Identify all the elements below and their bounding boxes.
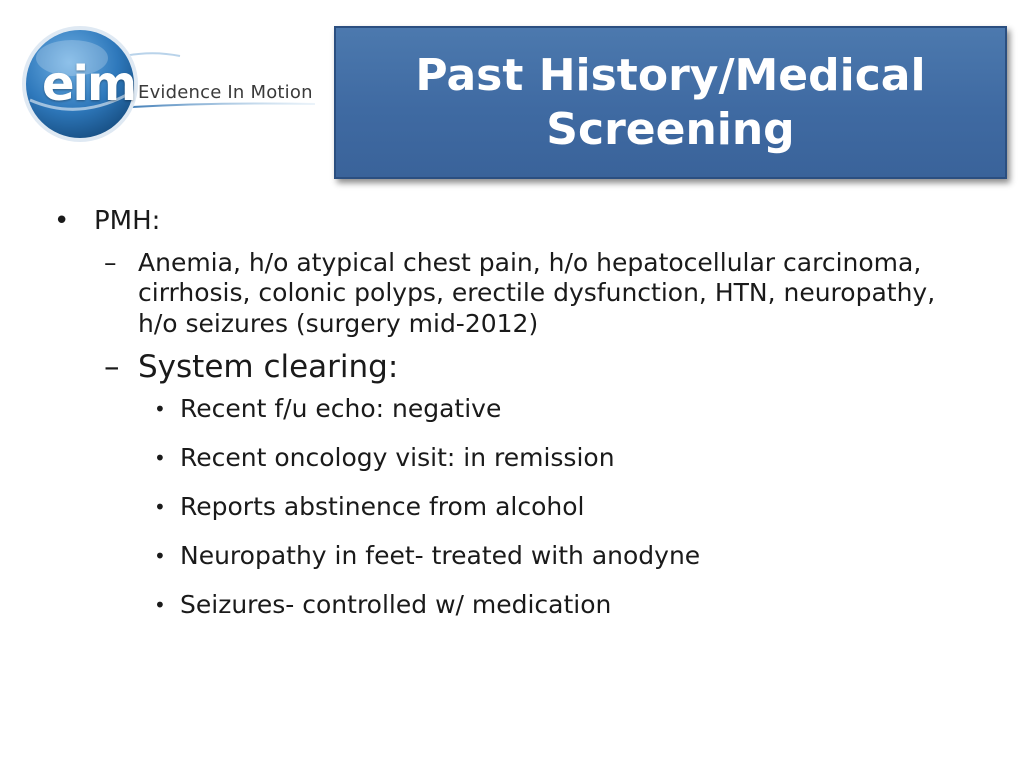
bullet-dot-icon: •: [54, 206, 70, 236]
bullet-pmh-detail: [50, 248, 980, 340]
page-title: Past History/Medical Screening: [415, 49, 926, 155]
bullet-system-clearing: [50, 349, 980, 386]
dash-icon: –: [104, 349, 120, 385]
bullet-dot-icon: •: [154, 544, 166, 569]
logo-wordmark: eim: [42, 56, 136, 112]
dash-icon: –: [104, 247, 117, 277]
list-item-text: Recent f/u echo: negative: [180, 394, 502, 424]
list-item-text: Recent oncology visit: in remission: [180, 443, 615, 473]
list-item-text: Seizures- controlled w/ medication: [180, 590, 612, 620]
list-item: [50, 492, 980, 522]
logo-tagline: Evidence In Motion: [138, 82, 313, 103]
pmh-heading: PMH:: [94, 206, 161, 236]
list-item-text: Reports abstinence from alcohol: [180, 492, 585, 522]
list-item: [50, 541, 980, 571]
bullet-pmh: [50, 205, 980, 238]
pmh-detail-text: Anemia, h/o atypical chest pain, h/o hepatocellular carcinoma, cirrhosis, colonic polyps, erectile dysfunction, HTN, neuropathy, h/o seizures (surgery mid-2012): [138, 247, 936, 338]
list-item: [50, 443, 980, 473]
eim-logo: [20, 22, 320, 144]
bullet-dot-icon: •: [154, 593, 166, 618]
list-item-text: Neuropathy in feet- treated with anodyne: [180, 541, 701, 571]
bullet-dot-icon: •: [154, 446, 166, 471]
slide-body: [50, 205, 980, 639]
system-clearing-heading: System clearing:: [138, 349, 399, 385]
bullet-dot-icon: •: [154, 397, 166, 422]
bullet-dot-icon: •: [154, 495, 166, 520]
title-box: [334, 26, 1007, 179]
list-item: [50, 590, 980, 620]
list-item: [50, 394, 980, 424]
